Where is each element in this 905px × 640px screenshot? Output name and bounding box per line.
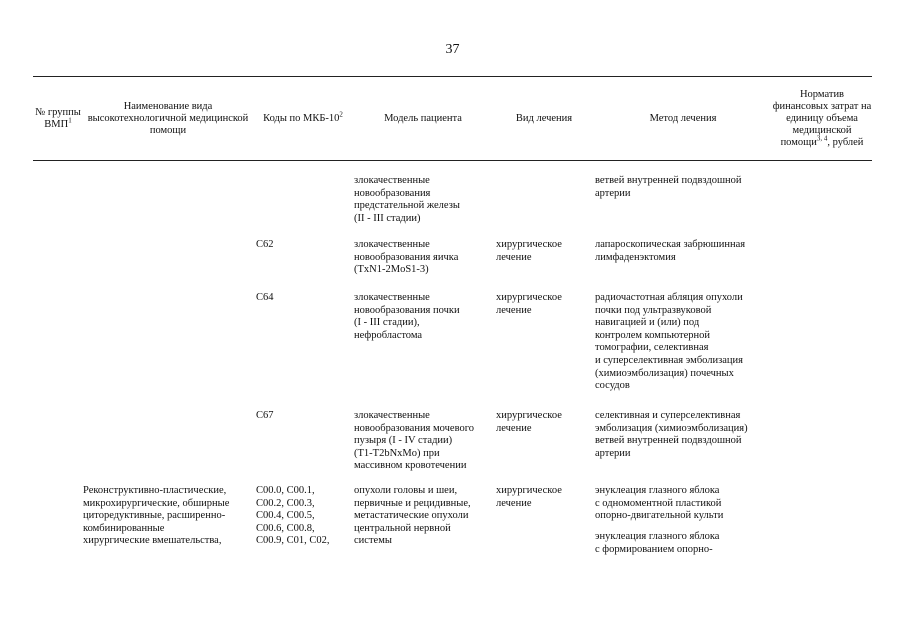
table-cell-model: злокачественные новообразования мочевого пузыря (I - IV стадии) (T1-T2bNxMo) при массивном кровотечении <box>354 410 475 472</box>
table-cell-method: энуклеация глазного яблока с одномоментной пластикой опорно-двигательной культи <box>595 485 724 522</box>
table-cell-method: радиочастотная абляция опухоли почки под ультразвуковой навигацией и (или) под контролем компьютерной томографии, селективная и суперселективная эмболизация (химиоэмболизация) почечных сосудов <box>595 292 744 392</box>
table-cell-method: лапароскопическая забрюшинная лимфаденэктомия <box>595 239 746 263</box>
table-cell-kind: хирургическое лечение <box>496 410 562 434</box>
header-bottom-rule <box>33 160 872 161</box>
page-number: 37 <box>445 42 460 57</box>
table-cell-method-alt: энуклеация глазного яблока с формированием опорно- <box>595 531 720 555</box>
header-icd-codes: Коды по МКБ-$10^2$ <box>263 110 343 124</box>
header-treatment-method: Метод лечения <box>649 113 717 124</box>
header-financial-norm: Норматив финансовых затрат на единицу объема медицинской помощи$^{3, 4}$, рублей <box>772 89 872 148</box>
table-cell-model: злокачественные новообразования почки (I - III стадии), нефробластома <box>354 292 460 341</box>
header-group-number: № группы ВМП$^1$ <box>35 107 81 130</box>
header-treatment-kind: Вид лечения <box>515 113 573 124</box>
header-care-type: Наименование вида высокотехнологичной медицинской помощи <box>87 101 249 136</box>
table-cell-model: опухоли головы и шеи, первичные и рецидивные, метастатические опухоли центральной нервной системы <box>354 485 471 547</box>
table-cell-method: селективная и суперселективная эмболизация (химиоэмболизация) ветвей внутренней подвздошной артерии <box>595 410 748 459</box>
table-cell-codes: C67 <box>256 410 274 421</box>
header-patient-model: Модель пациента <box>384 113 462 124</box>
table-cell-codes: C62 <box>256 239 274 250</box>
table-cell-kind: хирургическое лечение <box>496 485 562 509</box>
table-cell-care-type: Реконструктивно-пластические, микрохирургические, обширные циторедуктивные, расширенно- комбинированные хирургические вмешательства, <box>83 485 230 547</box>
table-cell-model: злокачественные новообразования предстательной железы (II - III стадии) <box>354 175 460 224</box>
table-cell-codes: C64 <box>256 292 274 303</box>
table-cell-kind: хирургическое лечение <box>496 292 562 316</box>
table-cell-method: ветвей внутренней подвздошной артерии <box>595 175 742 199</box>
table-cell-model: злокачественные новообразования яичка (TxN1-2MoS1-3) <box>354 239 459 276</box>
table-cell-codes: C00.0, C00.1, C00.2, C00.3, C00.4, C00.5, C00.6, C00.8, C00.9, C01, C02, <box>256 485 330 547</box>
table-top-rule <box>33 76 872 77</box>
table-cell-kind: хирургическое лечение <box>496 239 562 263</box>
